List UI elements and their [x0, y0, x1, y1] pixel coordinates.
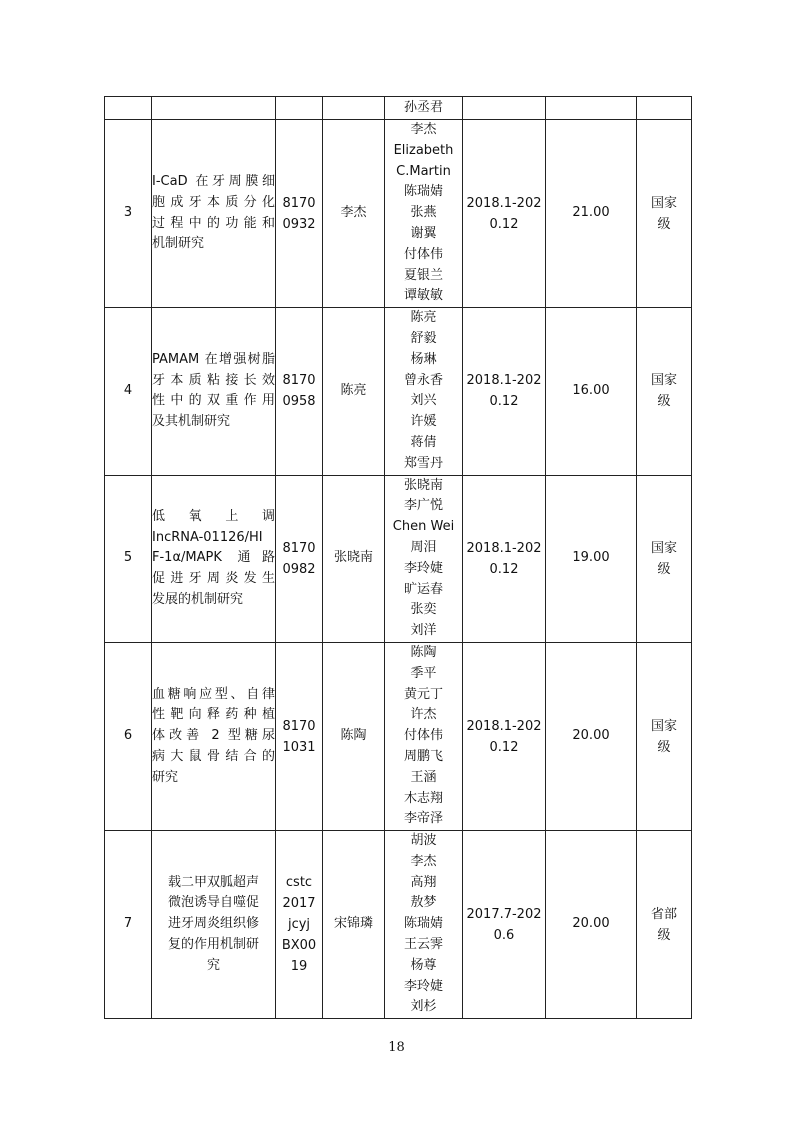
member-name: 李玲婕	[403, 560, 443, 576]
title-line: 体改善 2 型糖尿	[152, 728, 275, 744]
member-name: 李广悦	[403, 498, 443, 514]
title-line: 载二甲双胍超声	[167, 874, 259, 890]
member-name: 孙丞君	[403, 99, 443, 115]
member-name: 付体伟	[403, 728, 443, 744]
project-level	[637, 308, 692, 475]
principal-investigator: 宋锦璘	[323, 831, 385, 1019]
period-line: 0.12	[489, 561, 519, 577]
member-name: 木志翔	[403, 790, 443, 806]
title-cell	[152, 97, 276, 120]
title-line: 微泡诱导自噬促	[167, 895, 259, 911]
member-name: 郑雪丹	[403, 455, 443, 471]
member-name: Chen Wei	[392, 519, 455, 535]
level-line: 级	[657, 739, 671, 755]
member-name: 刘洋	[410, 623, 437, 639]
code-line: 0932	[282, 216, 316, 232]
period-cell	[463, 475, 546, 642]
code-cell	[276, 97, 323, 120]
title-line: 研究	[152, 769, 179, 785]
member-name: 谢翼	[410, 225, 437, 241]
period-cell	[463, 831, 546, 1019]
member-name: 李帝泽	[403, 811, 443, 827]
member-name: 王涵	[410, 769, 437, 785]
code-line: 1031	[282, 739, 316, 755]
title-line: 促进牙周炎发生	[152, 571, 275, 587]
funding-cell	[546, 97, 637, 120]
member-name: 陈瑞婧	[403, 916, 443, 932]
members-cell	[385, 97, 463, 120]
project-title	[152, 308, 276, 475]
code-line: 8170	[282, 195, 316, 211]
title-line: 病大鼠骨结合的	[152, 748, 275, 764]
grant-code	[276, 120, 323, 308]
table-row	[105, 642, 692, 830]
grant-code	[276, 831, 323, 1019]
project-title	[152, 831, 276, 1019]
member-name: 高翔	[410, 874, 437, 890]
period-line: 0.12	[489, 394, 519, 410]
member-name: Elizabeth	[393, 142, 454, 158]
funding-amount: 20.00	[546, 831, 637, 1019]
members-cell	[385, 475, 463, 642]
level-line: 国家	[650, 195, 677, 211]
title-line: 性中的双重作用	[152, 393, 275, 409]
project-level	[637, 642, 692, 830]
row-number: 4	[105, 308, 152, 475]
title-line: 低 氧 上 调	[152, 508, 275, 524]
members-cell	[385, 308, 463, 475]
level-line: 级	[657, 394, 671, 410]
code-line: cstc	[285, 875, 313, 891]
title-line: 机制研究	[152, 236, 205, 252]
principal-investigator: 陈亮	[323, 308, 385, 475]
code-line: 8170	[282, 373, 316, 389]
code-line: BX00	[281, 938, 317, 954]
grant-code	[276, 475, 323, 642]
title-line: 及其机制研究	[152, 414, 231, 430]
project-title	[152, 475, 276, 642]
title-line: 究	[206, 957, 220, 973]
member-name: 敖梦	[410, 895, 437, 911]
continuation-row	[105, 97, 692, 120]
period-cell	[463, 120, 546, 308]
code-line: 8170	[282, 540, 316, 556]
table-row	[105, 120, 692, 308]
level-line: 级	[657, 561, 671, 577]
period-line: 0.12	[489, 739, 519, 755]
member-name: 刘杉	[410, 999, 437, 1015]
member-name: 蒋倩	[410, 434, 437, 450]
members-cell	[385, 120, 463, 308]
member-name: 曾永香	[403, 372, 443, 388]
members-cell	[385, 642, 463, 830]
period-line: 0.6	[493, 927, 515, 943]
member-name: 张燕	[410, 205, 437, 221]
member-name: 陈瑞婧	[403, 184, 443, 200]
table-row	[105, 308, 692, 475]
member-name: 黄元丁	[403, 686, 443, 702]
level-line: 国家	[650, 718, 677, 734]
code-line: 19	[290, 959, 308, 975]
project-level	[637, 475, 692, 642]
member-name: 周鹏飞	[403, 748, 443, 764]
period-line: 2018.1-202	[466, 540, 542, 556]
member-name: 陈亮	[410, 310, 437, 326]
row-number: 7	[105, 831, 152, 1019]
period-line: 2018.1-202	[466, 718, 542, 734]
member-name: 旷运春	[403, 581, 443, 597]
code-line: jcyj	[287, 917, 311, 933]
member-name: 付体伟	[403, 246, 443, 262]
member-name: 张晓南	[403, 477, 443, 493]
member-name: 杨琳	[410, 351, 437, 367]
title-line: F-1α/MAPK 通路	[152, 550, 275, 566]
code-line: 2017	[282, 896, 316, 912]
period-cell	[463, 308, 546, 475]
member-name: 张奕	[410, 602, 437, 618]
principal-investigator: 张晓南	[323, 475, 385, 642]
member-name: 许杰	[410, 707, 437, 723]
funding-amount: 19.00	[546, 475, 637, 642]
period-line: 2018.1-202	[466, 373, 542, 389]
member-name: 王云霁	[403, 937, 443, 953]
title-line: 过程中的功能和	[152, 215, 275, 231]
code-line: 0958	[282, 394, 316, 410]
pi-cell	[323, 97, 385, 120]
funding-amount: 21.00	[546, 120, 637, 308]
member-name: 李玲婕	[403, 978, 443, 994]
member-name: 李杰	[410, 122, 437, 137]
project-title	[152, 120, 276, 308]
project-level	[637, 120, 692, 308]
title-line: 牙本质粘接长效	[152, 372, 275, 388]
members-cell	[385, 831, 463, 1019]
period-line: 0.12	[489, 216, 519, 232]
principal-investigator: 李杰	[323, 120, 385, 308]
title-line: 血糖响应型、自律	[152, 686, 275, 702]
level-line: 级	[657, 216, 671, 232]
member-name: 胡波	[410, 833, 437, 849]
table-body	[105, 97, 692, 1019]
code-line: 8170	[282, 718, 316, 734]
title-line: 进牙周炎组织修	[167, 916, 259, 932]
row-number: 6	[105, 642, 152, 830]
level-cell	[637, 97, 692, 120]
member-name: 陈陶	[410, 644, 437, 660]
member-name: 舒毅	[410, 330, 437, 346]
funding-amount: 16.00	[546, 308, 637, 475]
title-line: PAMAM 在增强树脂	[152, 351, 275, 367]
grant-table	[104, 96, 692, 1019]
title-line: IncRNA-01126/HI	[152, 529, 263, 545]
member-name: 夏银兰	[403, 267, 443, 283]
period-line: 2017.7-202	[466, 906, 542, 922]
period-cell	[463, 642, 546, 830]
member-name: 李杰	[410, 853, 437, 869]
title-line: I-CaD 在牙周膜细	[152, 173, 275, 189]
grant-code	[276, 642, 323, 830]
no-cell	[105, 97, 152, 120]
level-line: 级	[657, 927, 671, 943]
member-name: 周泪	[410, 539, 437, 555]
grant-code	[276, 308, 323, 475]
project-level	[637, 831, 692, 1019]
member-name: 杨尊	[410, 957, 437, 973]
member-name: 季平	[410, 665, 437, 681]
table-row	[105, 831, 692, 1019]
page-number: 18	[388, 1040, 405, 1055]
project-title	[152, 642, 276, 830]
title-line: 性靶向释药种植	[152, 707, 275, 723]
code-line: 0982	[282, 561, 316, 577]
member-name: 谭敏敏	[403, 288, 443, 304]
level-line: 省部	[650, 906, 677, 922]
level-line: 国家	[650, 540, 677, 556]
member-name: 许媛	[410, 414, 437, 430]
level-line: 国家	[650, 373, 677, 389]
member-name: C.Martin	[396, 163, 451, 179]
table-row	[105, 475, 692, 642]
title-line: 胞成牙本质分化	[152, 194, 275, 210]
row-number: 5	[105, 475, 152, 642]
title-line: 发展的机制研究	[152, 591, 244, 607]
row-number: 3	[105, 120, 152, 308]
period-line: 2018.1-202	[466, 195, 542, 211]
funding-amount: 20.00	[546, 642, 637, 830]
title-line: 复的作用机制研	[167, 937, 259, 953]
period-cell	[463, 97, 546, 120]
member-name: 刘兴	[410, 393, 437, 409]
principal-investigator: 陈陶	[323, 642, 385, 830]
